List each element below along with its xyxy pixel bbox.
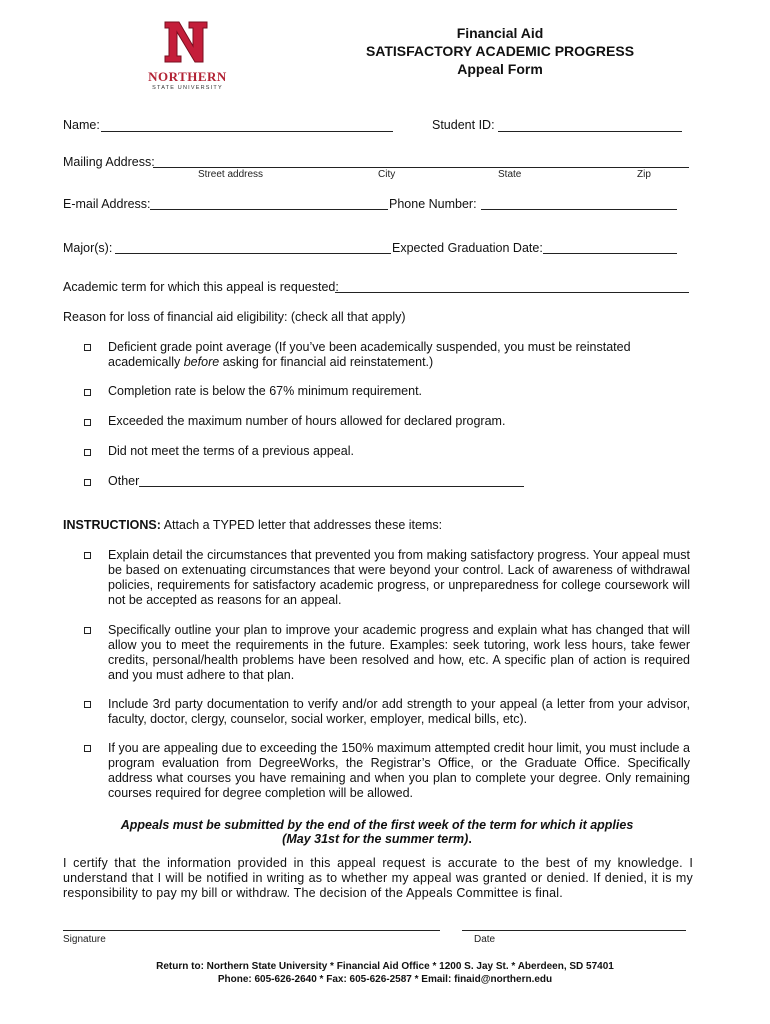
instruction-bullet-1	[84, 552, 91, 559]
previous-appeal-checkbox[interactable]	[84, 449, 91, 456]
completion-checkbox[interactable]	[84, 389, 91, 396]
phone-label: Phone Number:	[389, 197, 477, 211]
city-caption: City	[378, 169, 396, 180]
previous-appeal-option: Did not meet the terms of a previous appeal.	[108, 444, 354, 458]
instruction-item-2: Specifically outline your plan to improve your academic progress and explain what has changed that will allow you to meet the requirements in the future. Examples: seek tutoring, work less hours, take fewer credits, personal/health problems have been resolved and how, etc. A specific plan of action is required and you must adhere to that plan.	[108, 623, 690, 682]
gpa-option	[108, 340, 698, 370]
major-label: Major(s):	[63, 241, 113, 255]
instruction-bullet-4	[84, 745, 91, 752]
logo-subtitle: STATE UNIVERSITY	[152, 85, 223, 91]
instruction-item-4: If you are appealing due to exceeding the 150% maximum attempted credit hour limit, you must include a program evaluation from DegreeWorks, the Registrar’s Office, or the Graduate Office. Specifically address what courses you have remaining and when you plan to complete your degree. Only remaining courses required for degree completion will be allowed.	[108, 741, 690, 800]
grad-date-label: Expected Graduation Date:	[392, 241, 543, 255]
northern-logo-icon	[163, 20, 209, 64]
date-field[interactable]	[462, 930, 686, 931]
instruction-item-3: Include 3rd party documentation to verify and/or add strength to your appeal (a letter from your advisor, faculty, doctor, clergy, counselor, social worker, employer, medical bills, etc).	[108, 697, 690, 726]
reason-heading: Reason for loss of financial aid eligibility: (check all that apply)	[63, 310, 406, 324]
state-caption: State	[498, 169, 522, 180]
other-field[interactable]	[139, 486, 524, 487]
title-line-3: Appeal Form	[457, 61, 543, 77]
mailing-address-field[interactable]	[153, 167, 689, 168]
deadline-line-2: (May 31st for the summer term).	[282, 832, 472, 846]
deadline-line-1: Appeals must be submitted by the end of the first week of the term for which it applies	[120, 818, 634, 832]
hours-checkbox[interactable]	[84, 419, 91, 426]
name-field[interactable]	[101, 131, 393, 132]
term-label: Academic term for which this appeal is requested:	[63, 280, 339, 294]
footer-address: Return to: Northern State University * Financial Aid Office * 1200 S. Jay St. * Aberdeen, SD 57401	[156, 961, 614, 972]
gpa-text-1: Deficient grade point average (If you’ve been academically suspended, you must be reinstated	[108, 340, 631, 354]
completion-option: Completion rate is below the 67% minimum requirement.	[108, 384, 423, 398]
instructions-text: Attach a TYPED letter that addresses these items:	[163, 518, 443, 532]
title-line-1: Financial Aid	[456, 25, 544, 41]
title-line-2: SATISFACTORY ACADEMIC PROGRESS	[365, 43, 635, 59]
email-label: E-mail Address:	[63, 197, 151, 211]
logo-wordmark: NORTHERN	[148, 69, 227, 84]
major-field[interactable]	[115, 253, 391, 254]
date-label: Date	[474, 934, 496, 945]
signature-field[interactable]	[63, 930, 440, 931]
email-field[interactable]	[150, 209, 388, 210]
term-field[interactable]	[335, 292, 689, 293]
instruction-bullet-3	[84, 701, 91, 708]
instructions-label: INSTRUCTIONS:	[63, 518, 161, 532]
certification-text: I certify that the information provided in this appeal request is accurate to the best of my knowledge. I understand that I will be notified in writing as to whether my appeal was granted or denied. If denied, it is my responsibility to pay my bill or withdraw. The decision of the Appeals Committee is final.	[63, 856, 693, 900]
other-option: Other	[108, 474, 140, 488]
other-checkbox[interactable]	[84, 479, 91, 486]
student-id-field[interactable]	[498, 131, 682, 132]
signature-label: Signature	[63, 934, 106, 945]
name-label: Name:	[63, 118, 100, 132]
hours-option: Exceeded the maximum number of hours allowed for declared program.	[108, 414, 506, 428]
instruction-item-1: Explain detail the circumstances that prevented you from making satisfactory progress. Your appeal must be based on extenuating circumstances that were beyond your control. Lack of awareness of withdrawal policies, requirements for satisfactory academic progress, or unpreparedness for college coursework will not be accepted as reasons for an appeal.	[108, 548, 690, 607]
street-caption: Street address	[198, 169, 264, 180]
student-id-label: Student ID:	[432, 118, 495, 132]
phone-field[interactable]	[481, 209, 677, 210]
gpa-text-2: academically before asking for financial aid reinstatement.)	[108, 355, 434, 369]
footer-contact: Phone: 605-626-2640 * Fax: 605-626-2587 * Email: finaid@northern.edu	[217, 974, 553, 985]
gpa-checkbox[interactable]	[84, 344, 91, 351]
mailing-address-label: Mailing Address:	[63, 155, 155, 169]
instruction-bullet-2	[84, 627, 91, 634]
zip-caption: Zip	[637, 169, 651, 180]
instructions	[63, 518, 442, 532]
grad-date-field[interactable]	[543, 253, 677, 254]
